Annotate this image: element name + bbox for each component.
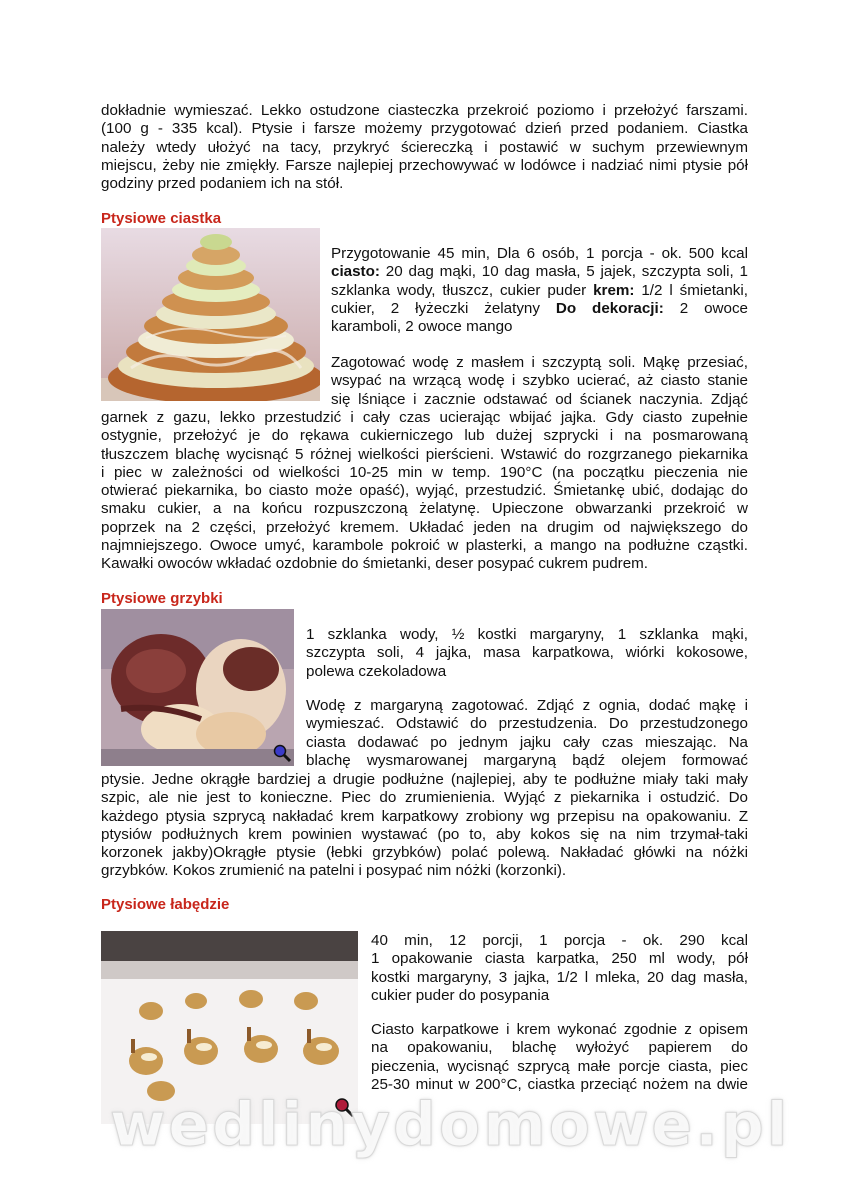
- bold-label: krem:: [593, 281, 635, 299]
- text-segment: 2 owoce: [663, 299, 748, 317]
- bold-label: Do dekoracji:: [555, 299, 664, 317]
- text-segment: 1/2 l śmietanki,: [634, 281, 748, 299]
- mushroom-cream-puffs-photo: [101, 609, 294, 766]
- text-line: godziny przed podaniem ich na stół.: [101, 175, 344, 193]
- text-line: smaku cukier, a na końcu rozpuszczoną żelatynę. Upieczone obwarzanki przekroić w: [101, 500, 748, 518]
- text-line: garnek z gazu, lekko przestudzić i cały czas ucierając wbijać jajka. Gdy ciasto zupełnie: [101, 409, 748, 426]
- recipe-1-ingredients: [331, 245, 748, 336]
- recipe-1-method: [101, 409, 748, 574]
- text-line: szpic, ale nie jest to konieczne. Piec do zrumienienia. Wyjąć z piekarnika i ostudzić. Do: [101, 789, 748, 807]
- recipe-3-method-side: [371, 1021, 748, 1094]
- text-line: korzonek jakby)Okrągłe ptysie (łebki grzybków) polać polewą. Nakładać główki na nóżki: [101, 844, 748, 862]
- text-line: poprzek na 2 części, przełożyć kremem. Układać jeden na drugim od największego do: [101, 518, 748, 536]
- text-line: karamboli, 2 owoce mango: [331, 318, 513, 336]
- text-line: [331, 282, 748, 300]
- recipe-title-ptysiowe-grzybki: Ptysiowe grzybki: [101, 590, 223, 607]
- text-line: ostygnie, przełożyć je do rękawa cukierniczego lub dużej szprycki i na posmarowaną: [101, 427, 748, 445]
- text-line: miejscu, żeby nie zmiękły. Farsze najlepiej przechowywać w lodówce i nadziać nimi ptysie pół: [101, 156, 748, 174]
- tower-of-cream-puffs-photo: [101, 228, 320, 401]
- recipe-title-ptysiowe-labedzie: Ptysiowe łabędzie: [101, 896, 230, 913]
- text-line: ciasta dodawać po jednym jajku cały czas mieszając. Na: [306, 733, 748, 751]
- magnifier-icon[interactable]: [272, 743, 292, 763]
- text-line: 25-30 minut w 200°C, ciastka przeciąć nożem na dwie: [371, 1075, 748, 1093]
- text-line: wymieszać. Odstawić do przestudzenia. Do przestudzonego: [306, 715, 748, 733]
- recipe-3-ingredients: [371, 932, 748, 1005]
- text-line: kostki margaryny, 3 jajka, 1/2 l mleka, 20 dag masła,: [371, 968, 748, 986]
- text-segment: 20 dag mąki, 10 dag masła, 5 jajek, szczypta soli, 1: [379, 263, 748, 281]
- text-line: ptysiów podłużnych krem powinien wystawać (po to, aby kokos się na nim trzymał-taki: [101, 825, 748, 843]
- recipe-2-method: [101, 771, 748, 881]
- text-line: na opakowaniu, blachę wyłożyć papierem do: [371, 1039, 748, 1057]
- text-segment: szklanka wody, tłuszcz, cukier puder: [331, 281, 594, 299]
- text-line: najmniejszego. Owoce umyć, karambole pokroić w plasterki, a mango na podłużne cząstki.: [101, 537, 748, 555]
- text-line: (100 g - 335 kcal). Ptysie i farsze możemy przygotować dzień przed podaniem. Ciastka: [101, 120, 748, 138]
- text-line: tłuszczem blachę wycisnąć 5 różnej wielkości pierścieni. Wstawić do rozgrzanego piekarnika: [101, 445, 748, 463]
- text-line: wsypać na wrzącą wodę i szybko ucierać, aż ciasto stanie: [331, 372, 748, 390]
- text-line: Wodę z margaryną zagotować. Zdjąć z ognia, dodać mąkę i: [306, 697, 748, 714]
- text-line: grzybków. Kokos zrumienić na patelni i posypać nim nóżki (korzonki).: [101, 862, 567, 880]
- recipe-title-ptysiowe-ciastka: Ptysiowe ciastka: [101, 210, 222, 227]
- text-line: ptysie. Jedne okrągłe bardziej a drugie podłużne (najlepiej, aby te podłużne miały taki mały: [101, 771, 748, 788]
- text-line: pieczenia, wycisnąć szprycą małe porcje ciasta, piec: [371, 1057, 748, 1075]
- text-line: dokładnie wymieszać. Lekko ostudzone ciasteczka przekroić poziomo i przełożyć farszami.: [101, 102, 748, 119]
- text-line: należy wtedy ułożyć na tacy, przykryć ściereczką i postawić w suchym przewiewnym: [101, 138, 748, 156]
- text-line: 40 min, 12 porcji, 1 porcja - ok. 290 kcal: [371, 932, 748, 949]
- text-line: 1 szklanka wody, ½ kostki margaryny, 1 szklanka mąki,: [306, 626, 748, 643]
- text-line: 1 opakowanie ciasta karpatka, 250 ml wody, pół: [371, 950, 748, 968]
- recipe-1-method-side: [331, 354, 748, 409]
- text-line: cukier puder do posypania: [371, 986, 550, 1004]
- text-segment: cukier, 2 łyżeczki żelatyny: [331, 299, 556, 317]
- text-line: Zagotować wodę z masłem i szczyptą soli. Mąkę przesiać,: [331, 354, 748, 371]
- text-line: się lśniące i zacznie odstawać od ścianek naczynia. Zdjąć: [331, 390, 748, 408]
- watermark: wedlinydomowe.pl: [110, 1090, 791, 1160]
- text-line: szczypta soli, 4 jajka, masa karpatkowa, wiórki kokosowe,: [306, 644, 748, 662]
- text-line: blachę wysmarowanej margaryną bądź olejem formować: [306, 751, 748, 769]
- text-line: Przygotowanie 45 min, Dla 6 osób, 1 porcja - ok. 500 kcal: [331, 245, 748, 262]
- recipe-2-method-side: [306, 697, 748, 770]
- text-line: otwierać piekarnika, bo ciasto może opaść), wyjąć, przestudzić. Śmietankę ubić, dodając do: [101, 482, 748, 500]
- text-line: polewa czekoladowa: [306, 662, 447, 680]
- text-line: Kawałki owoców wkładać ozdobnie do śmietanki, deser posypać cukrem pudrem.: [101, 555, 649, 573]
- text-line: [331, 300, 748, 318]
- bold-label: ciasto:: [331, 263, 380, 281]
- intro-paragraph: [101, 102, 748, 193]
- recipe-2-ingredients: [306, 626, 748, 681]
- text-line: każdego ptysia szprycą nakładać krem karpatkowy zrobiony wg przepisu na opakowaniu. Z: [101, 807, 748, 825]
- text-line: Ciasto karpatkowe i krem wykonać zgodnie z opisem: [371, 1021, 748, 1038]
- text-line: i piec w zależności od wielkości 10-25 min w temp. 190°C (na początku pieczenia nie: [101, 463, 748, 481]
- text-line: [331, 263, 748, 281]
